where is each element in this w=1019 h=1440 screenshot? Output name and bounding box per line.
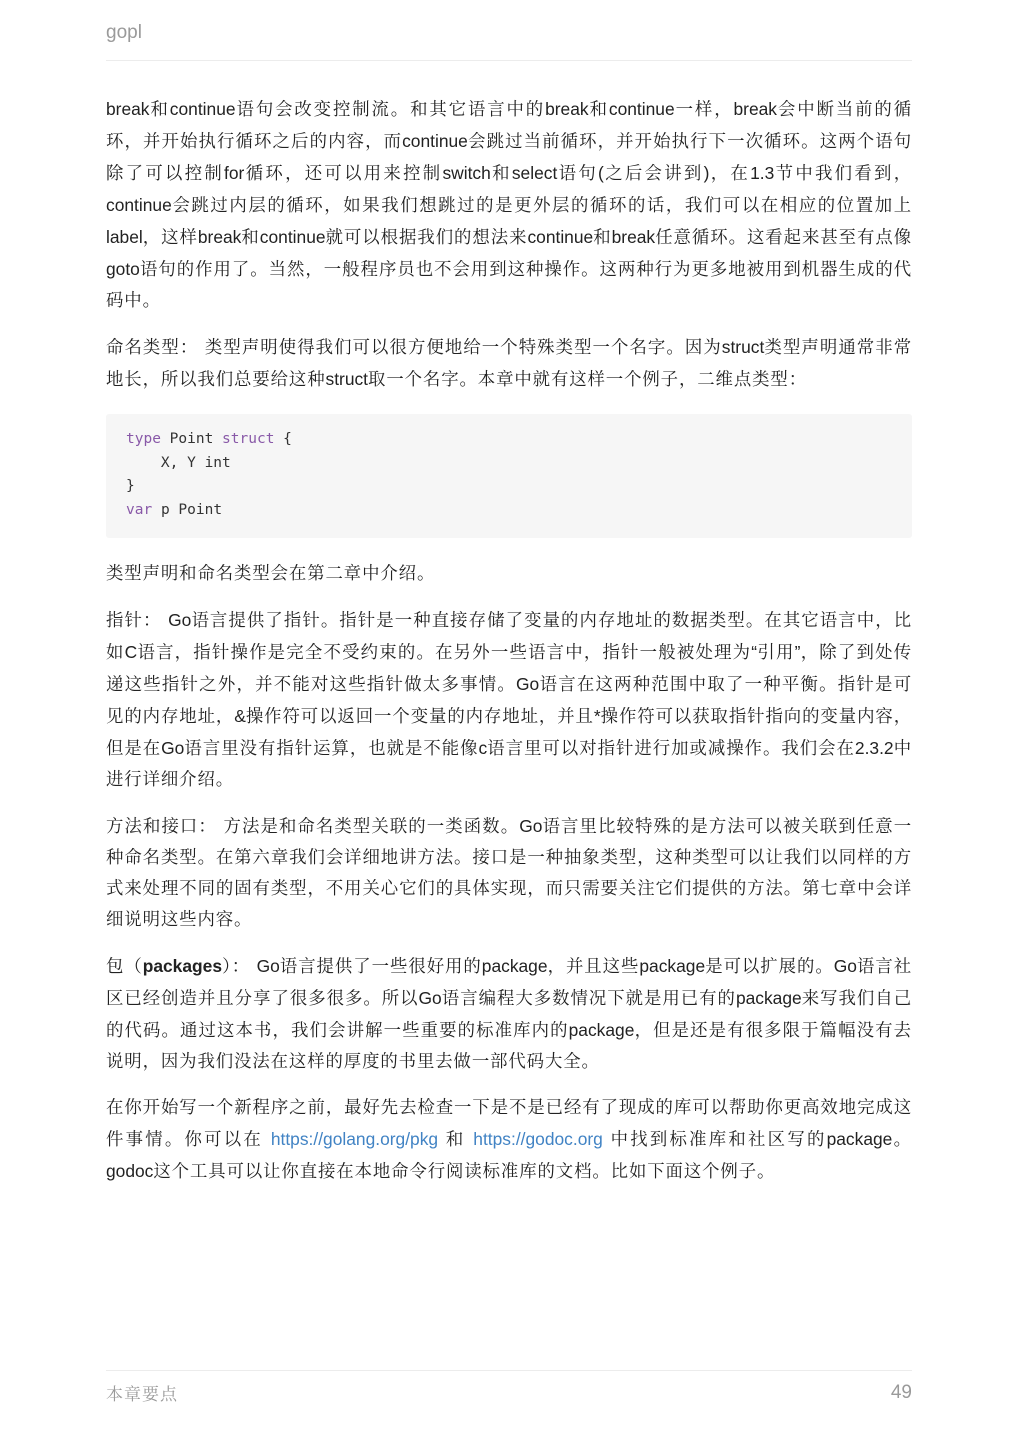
code-block: type Point struct { X, Y int } var p Point bbox=[106, 414, 912, 538]
paragraph-packages: 包（packages）： Go语言提供了一些很好用的package，并且这些package是可以扩展的。Go语言社区已经创造并且分享了很多很多。所以Go语言编程大多数情况下就是用已有的package来写我们自己的代码。通过这本书，我们会讲解一些重要的标准库内的package，但是还是有很多限于篇幅没有去说明，因为我们没法在这样的厚度的书里去做一部代码大全。 bbox=[106, 956, 912, 1072]
book-title: gopl bbox=[106, 22, 142, 43]
footer-divider bbox=[106, 1370, 912, 1371]
paragraph-new-program: 在你开始写一个新程序之前，最好先去检查一下是不是已经有了现成的库可以帮助你更高效地完成这件事情。你可以在 https://golang.org/pkg 和 https://godoc.org 中找到标准库和社区写的package。godoc这个工具可以让你直接在本地命令行阅读标准库的文档。比如下面这个例子。 bbox=[106, 1098, 912, 1182]
link-godoc[interactable]: https://godoc.org bbox=[473, 1129, 603, 1149]
header-divider bbox=[106, 60, 912, 61]
link-golang-pkg[interactable]: https://golang.org/pkg bbox=[270, 1129, 439, 1149]
page-number: 49 bbox=[890, 1382, 912, 1403]
paragraph-named-types: 命名类型： 类型声明使得我们可以很方便地给一个特殊类型一个名字。因为struct类型声明通常非常地长，所以我们总要给这种struct取一个名字。本章中就有这样一个例子，二维点类型： bbox=[106, 337, 912, 390]
paragraph-methods-interfaces: 方法和接口： 方法是和命名类型关联的一类函数。Go语言里比较特殊的是方法可以被关联到任意一种命名类型。在第六章我们会详细地讲方法。接口是一种抽象类型，这种类型可以让我们以同样的方式来处理不同的固有类型，不用关心它们的具体实现，而只需要关注它们提供的方法。第七章中会详细说明这些内容。 bbox=[106, 816, 912, 930]
paragraph-types-intro: 类型声明和命名类型会在第二章中介绍。 bbox=[106, 564, 436, 584]
paragraph-control-flow: break和continue语句会改变控制流。和其它语言中的break和continue一样，break会中断当前的循环，并开始执行循环之后的内容，而continue会跳过当前循环，并开始执行下一次循环。这两个语句除了可以控制for循环，还可以用来控制switch和select语句(之后会讲到)，在1.3节中我们看到，continue会跳过内层的循环，如果我们想跳过的是更外层的循环的话，我们可以在相应的位置加上label，这样break和continue就可以根据我们的想法来continue和break任意循环。这看起来甚至有点像goto语句的作用了。当然，一般程序员也不会用到这种操作。这两种行为更多地被用到机器生成的代码中。 bbox=[106, 99, 913, 311]
page-content bbox=[106, 94, 912, 1203]
footer-section-title: 本章要点 bbox=[106, 1385, 178, 1405]
paragraph-pointers: 指针： Go语言提供了指针。指针是一种直接存储了变量的内存地址的数据类型。在其它语言中，比如C语言，指针操作是完全不受约束的。在另外一些语言中，指针一般被处理为“引用”，除了到处传递这些指针之外，并不能对这些指针做太多事情。Go语言在这两种范围中取了一种平衡。指针是可见的内存地址，&操作符可以返回一个变量的内存地址，并且*操作符可以获取指针指向的变量内容，但是在Go语言里没有指针运算，也就是不能像c语言里可以对指针进行加或减操作。我们会在2.3.2中进行详细介绍。 bbox=[106, 610, 912, 790]
